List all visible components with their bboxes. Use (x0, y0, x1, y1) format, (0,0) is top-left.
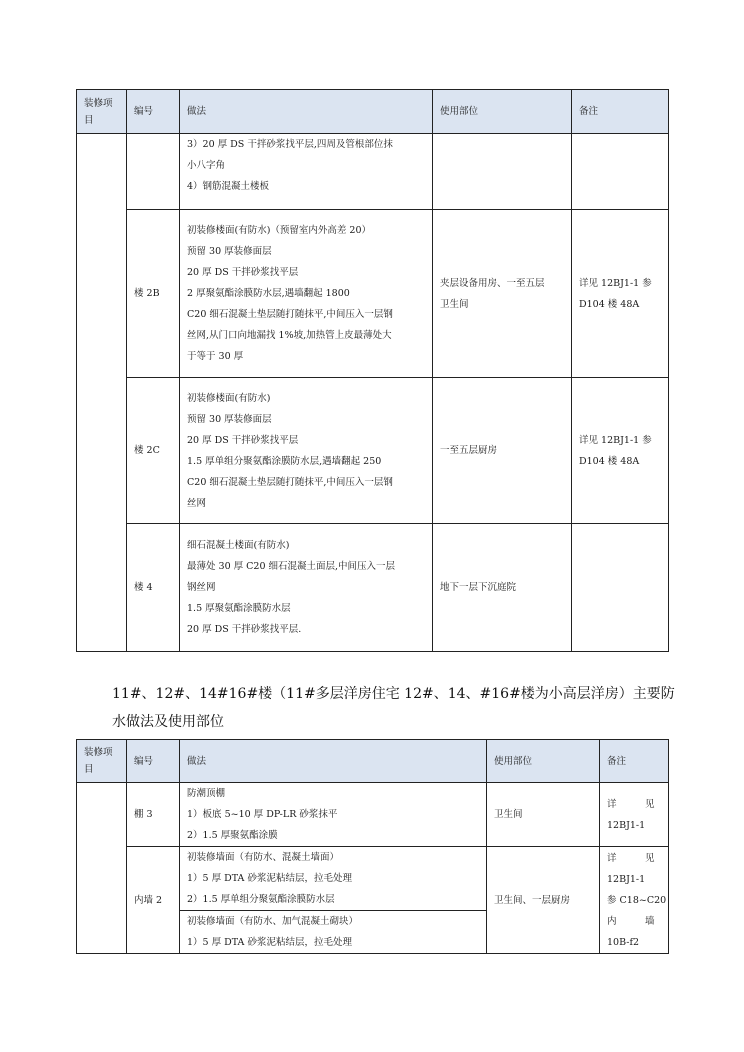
method-line: 20 厚 DS 干拌砂浆找平层. (187, 624, 302, 635)
table-header-row (77, 90, 669, 134)
method-cell (180, 524, 433, 652)
method-line: 小八字角 (187, 160, 226, 171)
method-line: 2）1.5 厚单组分聚氨酯涂膜防水层 (187, 894, 335, 905)
method-line: 钢丝网 (187, 582, 216, 593)
method-line: 2 厚聚氨酯涂膜防水层,遇墙翻起 1800 (187, 288, 350, 299)
table-wall-ceiling-waterproofing (76, 739, 669, 954)
table-header-row (77, 740, 669, 783)
remark-cell (600, 847, 669, 954)
location-cell: 卫生间 (487, 783, 600, 847)
method-line: 3）20 厚 DS 干拌砂浆找平层,四周及管根部位抹 (187, 139, 393, 150)
remark-line: D104 楼 48A (579, 455, 640, 467)
remark-line: 详见 12BJ1-1 参 (579, 434, 652, 446)
remark-line: 详 见 (607, 852, 655, 864)
method-line: 防潮顶棚 (187, 788, 226, 799)
method-line: 细石混凝土楼面(有防水) (187, 540, 290, 551)
code-cell: 棚 3 (127, 783, 180, 847)
section-heading-line: 11#、12#、14#16#楼（11#多层洋房住宅 12#、14、#16#楼为小高层洋房）主要防 (112, 686, 675, 702)
code-cell: 楼 2B (127, 210, 180, 378)
remark-line: 详见 12BJ1-1 参 (579, 277, 652, 289)
method-line: 初装修楼面(有防水) (187, 392, 271, 404)
remark-cell (572, 134, 669, 210)
location-cell (433, 378, 572, 524)
method-cell (180, 783, 487, 847)
remark-cell (572, 210, 669, 378)
method-cell (180, 378, 433, 524)
method-line: 丝网,从门口向地漏找 1%坡,加热管上皮最薄处大 (187, 330, 392, 341)
remark-cell (600, 783, 669, 847)
method-line: 丝网 (187, 497, 207, 509)
header-category: 装修项目 (77, 740, 127, 783)
location-cell (433, 210, 572, 378)
header-location: 使用部位 (433, 90, 572, 134)
method-line: 1）5 厚 DTA 砂浆泥粘结层，拉毛处理 (187, 937, 352, 948)
remark-cell (572, 524, 669, 652)
table-row (77, 847, 669, 911)
method-cell (180, 911, 487, 954)
table-row (77, 783, 669, 847)
method-line: C20 细石混凝土垫层随打随抹平,中间压入一层钢 (187, 309, 393, 320)
method-line: 于等于 30 厚 (187, 351, 244, 362)
method-line: 1）5 厚 DTA 砂浆泥粘结层，拉毛处理 (187, 873, 352, 884)
location-cell (433, 524, 572, 652)
method-line: 1.5 厚聚氨酯涂膜防水层 (187, 603, 291, 614)
method-cell (180, 847, 487, 911)
method-cell (180, 210, 433, 378)
method-line: 20 厚 DS 干拌砂浆找平层 (187, 267, 299, 278)
table-row (77, 524, 669, 652)
category-cell (77, 783, 127, 954)
method-line: 预留 30 厚装修面层 (187, 413, 272, 425)
method-line: C20 细石混凝土垫层随打随抹平,中间压入一层钢 (187, 476, 393, 488)
method-line: 预留 30 厚装修面层 (187, 246, 272, 257)
header-remark: 备注 (600, 740, 669, 783)
remark-line: 12BJ1-1 (607, 873, 646, 885)
method-line: 2）1.5 厚聚氨酯涂膜 (187, 830, 278, 841)
remark-line: 10B-f2 (607, 936, 640, 948)
header-method: 做法 (180, 740, 487, 783)
code-cell (127, 134, 180, 210)
method-line: 初装修墙面（有防水、加气混凝土砌块） (187, 916, 359, 927)
table-row (77, 134, 669, 210)
remark-line: 详 见 (607, 798, 655, 810)
method-line: 初装修墙面（有防水、混凝土墙面） (187, 852, 340, 863)
location-cell: 卫生间、一层厨房 (487, 847, 600, 954)
table-row (77, 210, 669, 378)
location-cell (433, 134, 572, 210)
section-heading-line: 水做法及使用部位 (112, 714, 224, 730)
remark-line: 内 墙 (607, 915, 655, 927)
remark-line: 参 C18~C20 (607, 894, 667, 906)
header-category: 装修项目 (77, 90, 127, 134)
method-line: 20 厚 DS 干拌砂浆找平层 (187, 434, 299, 446)
header-code: 编号 (127, 90, 180, 134)
location-line: 一至五层厨房 (440, 445, 498, 456)
code-cell: 楼 4 (127, 524, 180, 652)
location-line: 地下一层下沉庭院 (440, 582, 517, 593)
method-line: 初装修楼面(有防水)（预留室内外高差 20） (187, 225, 372, 236)
header-remark: 备注 (572, 90, 669, 134)
category-cell (77, 134, 127, 652)
table-floor-waterproofing (76, 89, 669, 652)
method-line: 4）钢筋混凝土楼板 (187, 181, 270, 192)
method-cell (180, 134, 433, 210)
method-line: 1）板底 5~10 厚 DP-LR 砂浆抹平 (187, 809, 338, 820)
header-method: 做法 (180, 90, 433, 134)
remark-line: D104 楼 48A (579, 298, 640, 310)
method-line: 1.5 厚单组分聚氨酯涂膜防水层,遇墙翻起 250 (187, 455, 382, 467)
header-location: 使用部位 (487, 740, 600, 783)
section-heading (112, 680, 675, 736)
table-row (77, 378, 669, 524)
header-code: 编号 (127, 740, 180, 783)
method-line: 最薄处 30 厚 C20 细石混凝土面层,中间压入一层 (187, 561, 396, 572)
location-line: 卫生间 (440, 298, 469, 310)
remark-cell (572, 378, 669, 524)
code-cell: 楼 2C (127, 378, 180, 524)
remark-line: 12BJ1-1 (607, 819, 646, 831)
location-line: 夹层设备用房、一至五层 (440, 277, 545, 289)
code-cell: 内墙 2 (127, 847, 180, 954)
